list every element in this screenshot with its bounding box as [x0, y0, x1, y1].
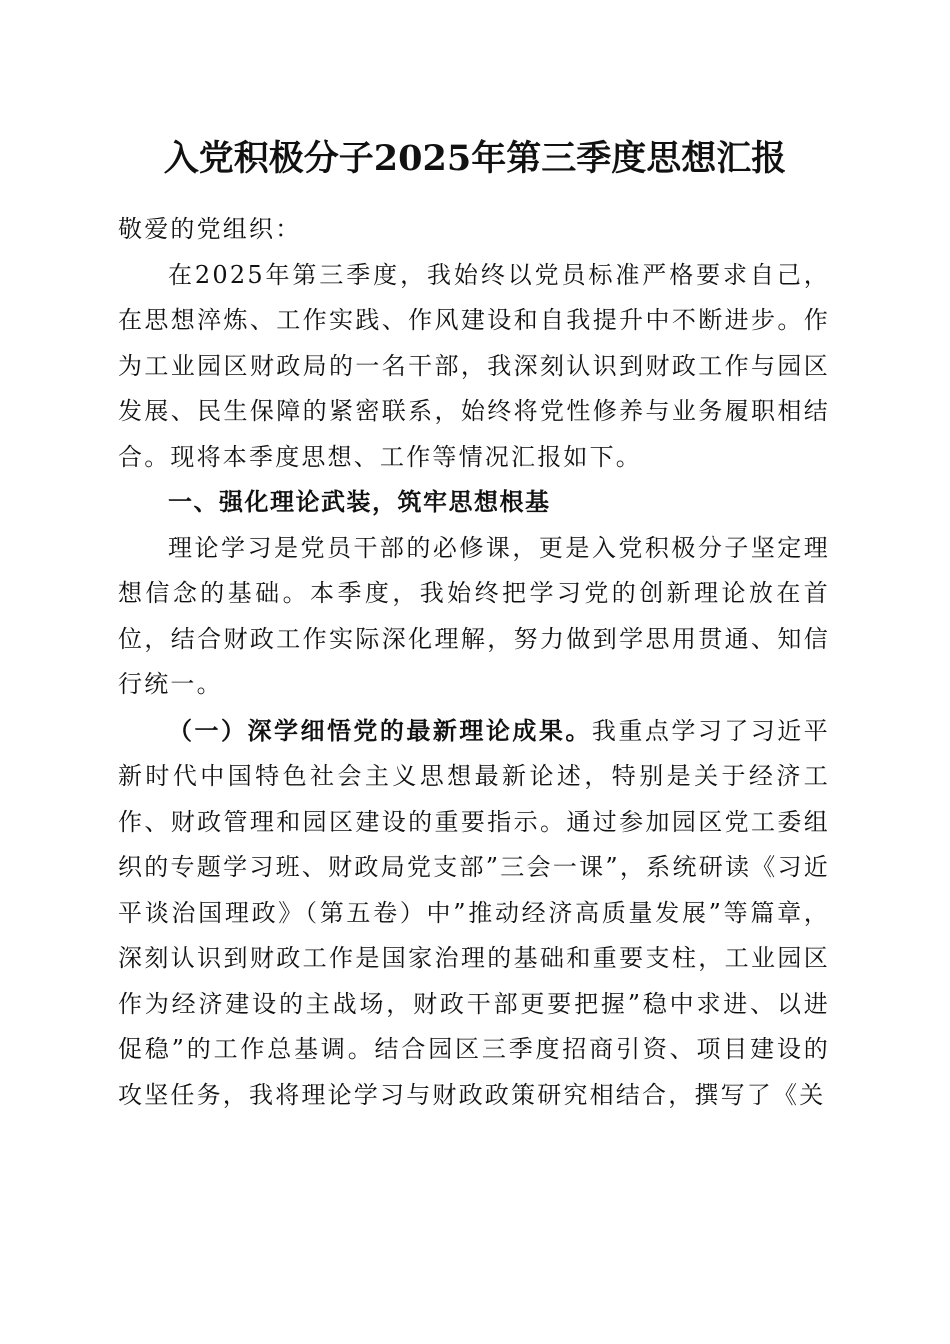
subsection-lead: （一）深学细悟党的最新理论成果。: [168, 715, 592, 745]
section-paragraph: 理论学习是党员干部的必修课，更是入党积极分子坚定理想信念的基础。本季度，我始终把学习党的创新理论放在首位，结合财政工作实际深化理解，努力做到学思用贯通、知信行统一。: [118, 533, 830, 698]
intro-paragraph: 在2025年第三季度，我始终以党员标准严格要求自己，在思想淬炼、工作实践、作风建设和自我提升中不断进步。作为工业园区财政局的一名干部，我深刻认识到财政工作与园区发展、民生保障的紧密联系，始终将党性修养与业务履职相结合。现将本季度思想、工作等情况汇报如下。: [118, 260, 830, 471]
document-body: [118, 207, 830, 1118]
section-heading: 一、强化理论武装，筑牢思想根基: [168, 488, 551, 516]
subsection-paragraph: [118, 708, 830, 1119]
salutation: 敬爱的党组织：: [118, 215, 302, 243]
document-title: 入党积极分子2025年第三季度思想汇报: [163, 138, 787, 179]
subsection-text: 我重点学习了习近平新时代中国特色社会主义思想最新论述，特别是关于经济工作、财政管理和园区建设的重要指示。通过参加园区党工委组织的专题学习班、财政局党支部”三会一课”，系统研读《习近平谈治国理政》（第五卷）中”推动经济高质量发展”等篇章，深刻认识到财政工作是国家治理的基础和重要支柱，工业园区作为经济建设的主战场，财政干部更要把握”稳中求进、以进促稳”的工作总基调。结合园区三季度招商引资、项目建设的攻坚任务，我将理论学习与财政政策研究相结合，撰写了《关: [118, 716, 830, 1109]
